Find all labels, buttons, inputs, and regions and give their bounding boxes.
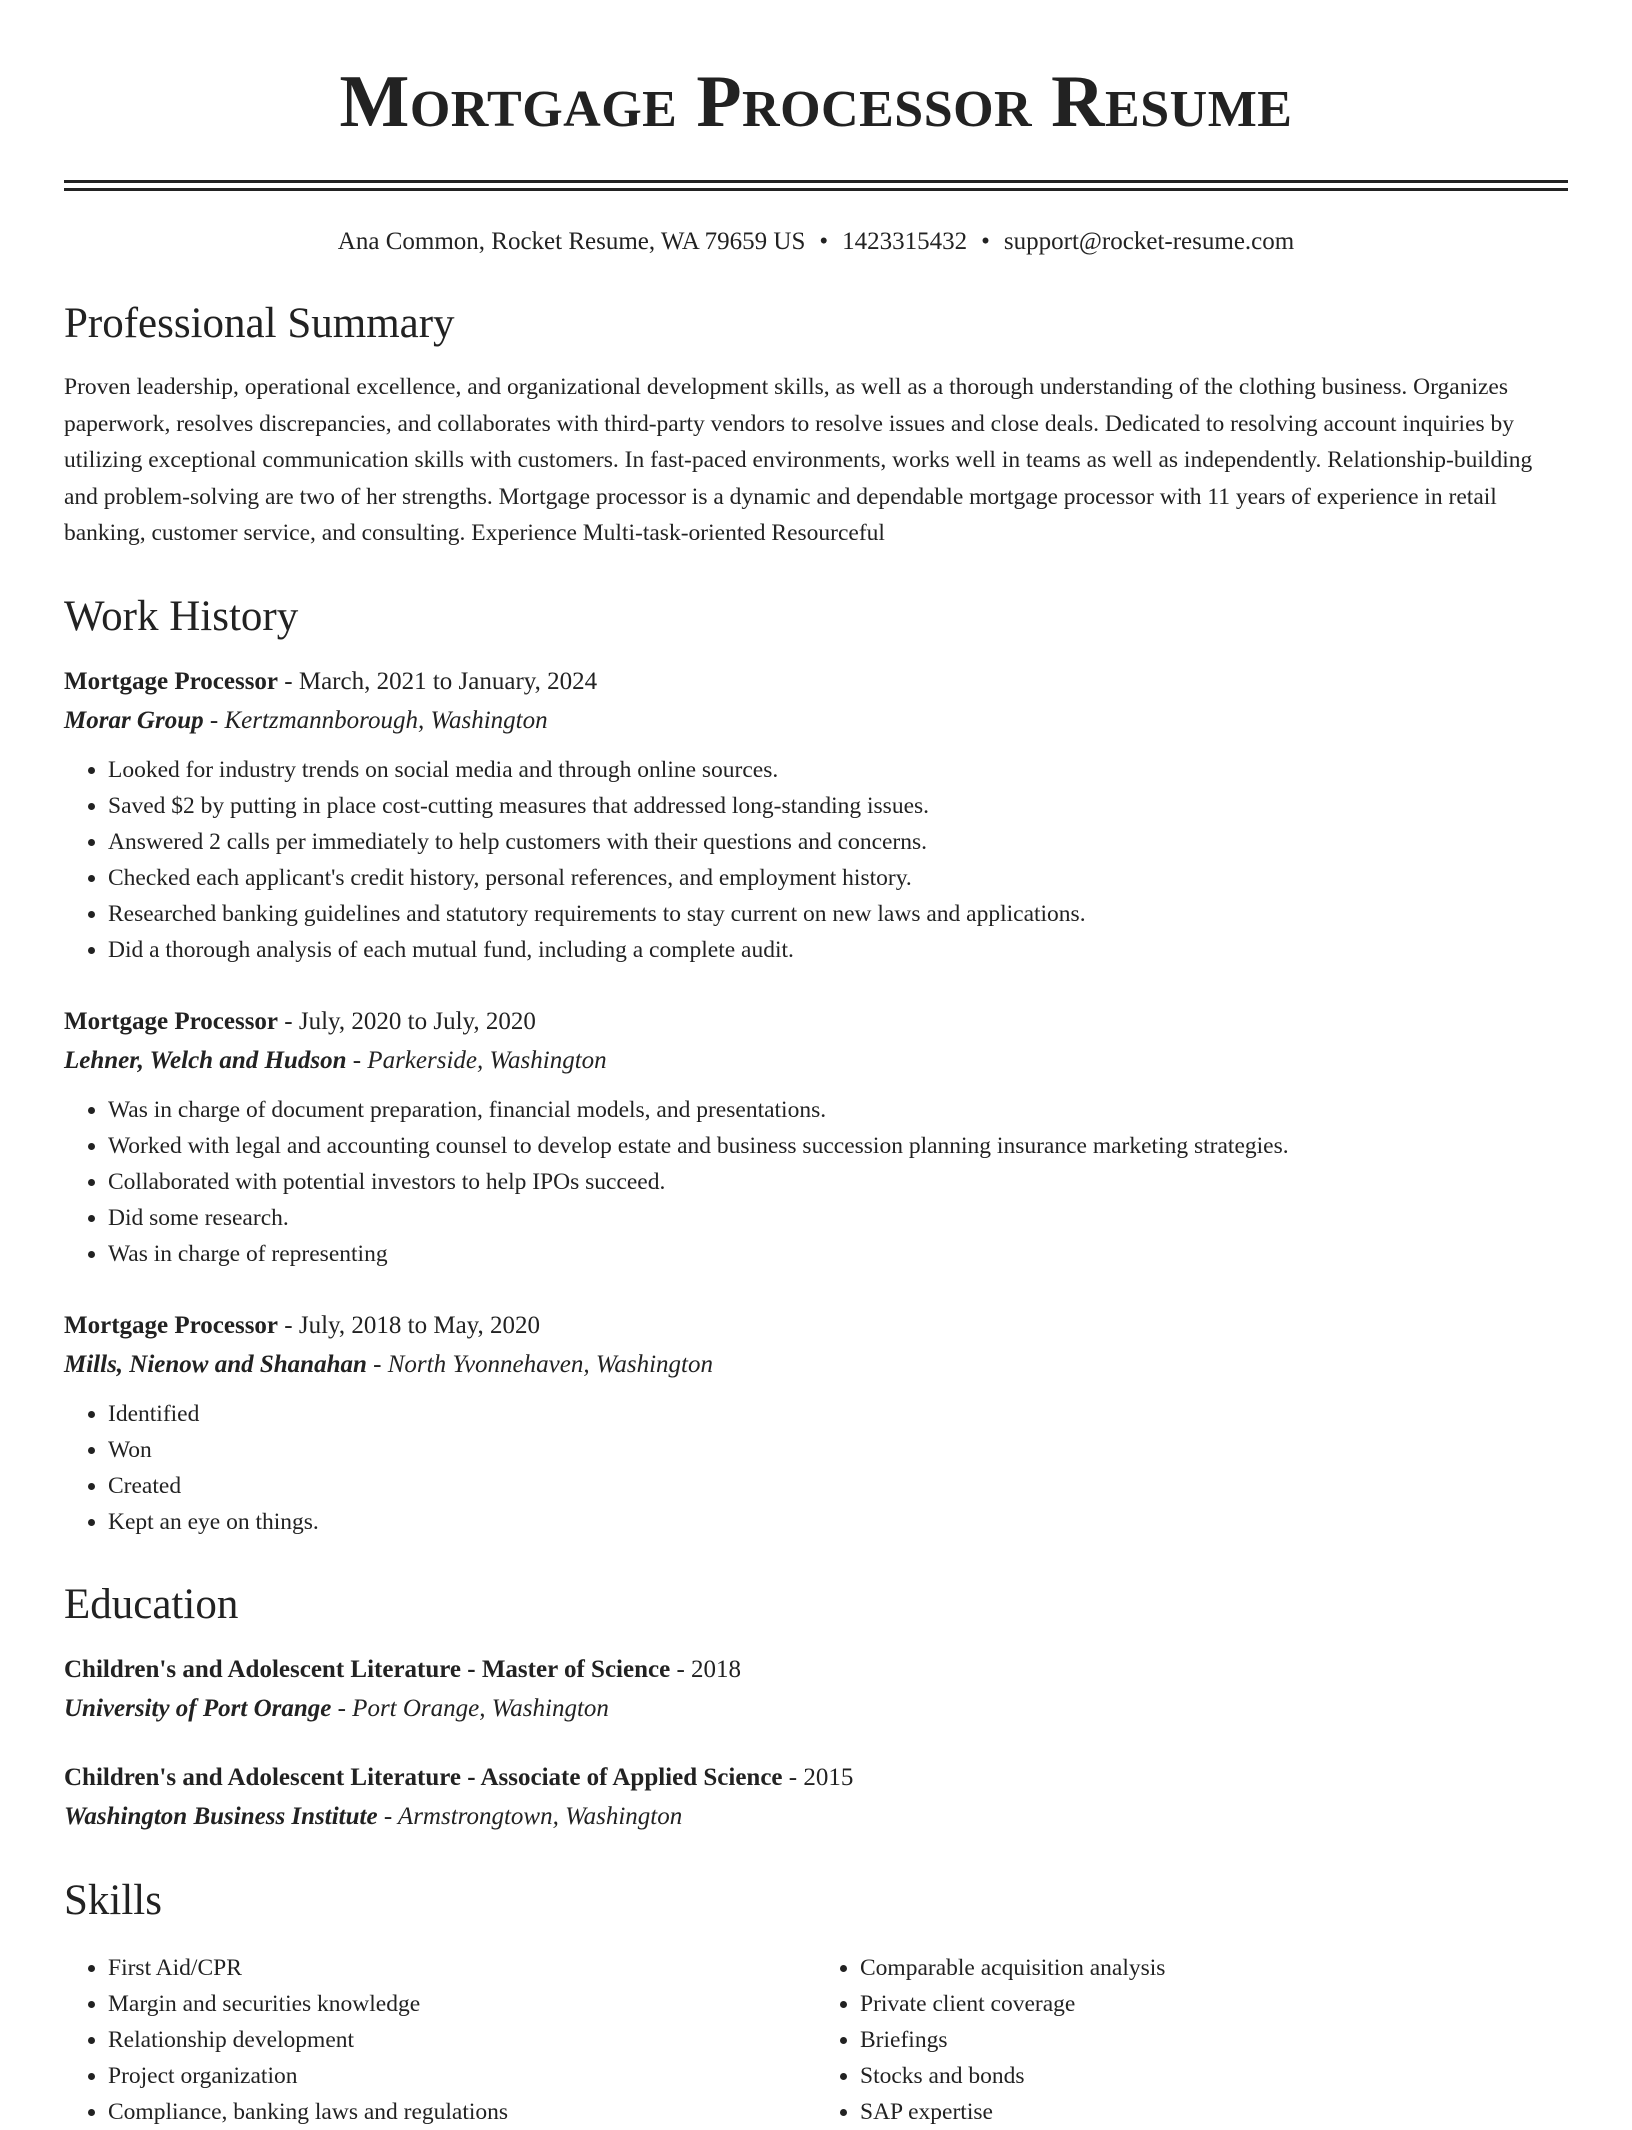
contact-phone: 1423315432: [842, 228, 968, 255]
education-location: - Armstrongtown, Washington: [377, 1802, 683, 1830]
job-dates: - July, 2018 to May, 2020: [278, 1311, 541, 1339]
education-degree-line: [64, 1758, 1568, 1797]
contact-separator: •: [981, 228, 990, 255]
education-entry: [64, 1650, 1568, 1728]
job-title-line: [64, 662, 1568, 701]
education-heading: Education: [64, 1580, 239, 1628]
job-bullet: • Saved $2 by putting in place cost-cutting measures that addressed long-standing issues.: [108, 788, 1568, 824]
job-bullet: • Looked for industry trends on social media and through online sources.: [108, 752, 1568, 788]
job-title: Mortgage Processor: [64, 1311, 279, 1339]
job-bullet: • Won: [108, 1432, 1568, 1468]
job-bullet: • Was in charge of representing: [108, 1236, 1568, 1272]
title-divider: [64, 180, 1568, 191]
job-bullet: • Was in charge of document preparation, financial models, and presentations.: [108, 1092, 1568, 1128]
skill-item: • First Aid/CPR: [108, 1950, 816, 1986]
job-bullet: • Collaborated with potential investors to help IPOs succeed.: [108, 1164, 1568, 1200]
skill-item: • Briefings: [860, 2022, 1568, 2058]
job-entry: [64, 1306, 1568, 1540]
skills-column-left: [64, 1950, 816, 2130]
skill-item: • Margin and securities knowledge: [108, 1986, 816, 2022]
contact-email: support@rocket-resume.com: [1003, 228, 1295, 255]
education-degree: Children's and Adolescent Literature - Master of Science: [64, 1655, 671, 1683]
education-school-line: [64, 1689, 1568, 1728]
contact-line: [64, 225, 1568, 259]
job-bullet: • Answered 2 calls per immediately to help customers with their questions and concerns.: [108, 824, 1568, 860]
job-bullets: [64, 752, 1568, 968]
job-bullet: • Kept an eye on things.: [108, 1504, 1568, 1540]
skills-heading: Skills: [64, 1876, 162, 1924]
job-bullets: [64, 1396, 1568, 1540]
education-degree: Children's and Adolescent Literature - Associate of Applied Science: [64, 1763, 783, 1791]
contact-address: Ana Common, Rocket Resume, WA 79659 US: [337, 228, 806, 255]
education-year: - 2018: [670, 1655, 742, 1683]
job-company: Morar Group: [64, 706, 204, 734]
summary-heading: Professional Summary: [64, 300, 455, 347]
education-location: - Port Orange, Washington: [331, 1694, 609, 1722]
education-degree-line: [64, 1650, 1568, 1689]
skill-item: • Stocks and bonds: [860, 2058, 1568, 2094]
skill-item: • Private client coverage: [860, 1986, 1568, 2022]
skill-item: • Relationship development: [108, 2022, 816, 2058]
job-bullet: • Researched banking guidelines and statutory requirements to stay current on new laws and applications.: [108, 896, 1568, 932]
job-bullet: • Did a thorough analysis of each mutual fund, including a complete audit.: [108, 932, 1568, 968]
skill-item: • SAP expertise: [860, 2094, 1568, 2130]
skills-column-right: [816, 1950, 1568, 2130]
job-bullets: [64, 1092, 1568, 1272]
job-bullet: • Did some research.: [108, 1200, 1568, 1236]
skill-item: • Comparable acquisition analysis: [860, 1950, 1568, 1986]
job-location: - North Yvonnehaven, Washington: [366, 1350, 713, 1378]
resume-title: Mortgage Processor Resume: [339, 61, 1293, 143]
job-company-line: [64, 1041, 1568, 1080]
contact-separator: •: [819, 228, 829, 255]
education-year: - 2015: [782, 1763, 854, 1791]
skill-item: • Compliance, banking laws and regulations: [108, 2094, 816, 2130]
job-dates: - March, 2021 to January, 2024: [278, 667, 598, 695]
job-title: Mortgage Processor: [64, 667, 279, 695]
summary-text: Proven leadership, operational excellence, and organizational development skills, as well as a thorough understanding of the clothing business. Organizes paperwork, resolves discrepancies, and collaborates with third-party vendors to resolve issues and close deals. Dedicated to resolving account inquiries by utilizing exceptional communication skills with customers. In fast-paced environments, works well in teams as well as independently. Relationship-building and problem-solving are two of her strengths. Mortgage processor is a dynamic and dependable mortgage processor with 11 years of experience in retail banking, customer service, and consulting. Experience Multi-task-oriented Resourceful: [64, 374, 1533, 546]
work-history-heading: Work History: [64, 592, 299, 640]
job-dates: - July, 2020 to July, 2020: [278, 1007, 536, 1035]
education-school: Washington Business Institute: [64, 1802, 378, 1830]
job-location: - Kertzmannborough, Washington: [203, 706, 548, 734]
job-entry: [64, 1002, 1568, 1272]
job-location: - Parkerside, Washington: [346, 1046, 607, 1074]
job-bullet: • Worked with legal and accounting counsel to develop estate and business succession planning insurance marketing strategies.: [108, 1128, 1568, 1164]
job-bullet: • Checked each applicant's credit history, personal references, and employment history.: [108, 860, 1568, 896]
skills-list: [64, 1946, 1568, 2130]
job-bullet: • Created: [108, 1468, 1568, 1504]
job-title-line: [64, 1002, 1568, 1041]
job-company-line: [64, 1345, 1568, 1384]
job-entry: [64, 662, 1568, 968]
education-school-line: [64, 1797, 1568, 1836]
education-entry: [64, 1758, 1568, 1836]
job-title-line: [64, 1306, 1568, 1345]
job-company-line: [64, 701, 1568, 740]
job-company: Mills, Nienow and Shanahan: [64, 1350, 367, 1378]
job-company: Lehner, Welch and Hudson: [64, 1046, 347, 1074]
job-title: Mortgage Processor: [64, 1007, 279, 1035]
skill-item: • Project organization: [108, 2058, 816, 2094]
job-bullet: • Identified: [108, 1396, 1568, 1432]
education-school: University of Port Orange: [64, 1694, 332, 1722]
